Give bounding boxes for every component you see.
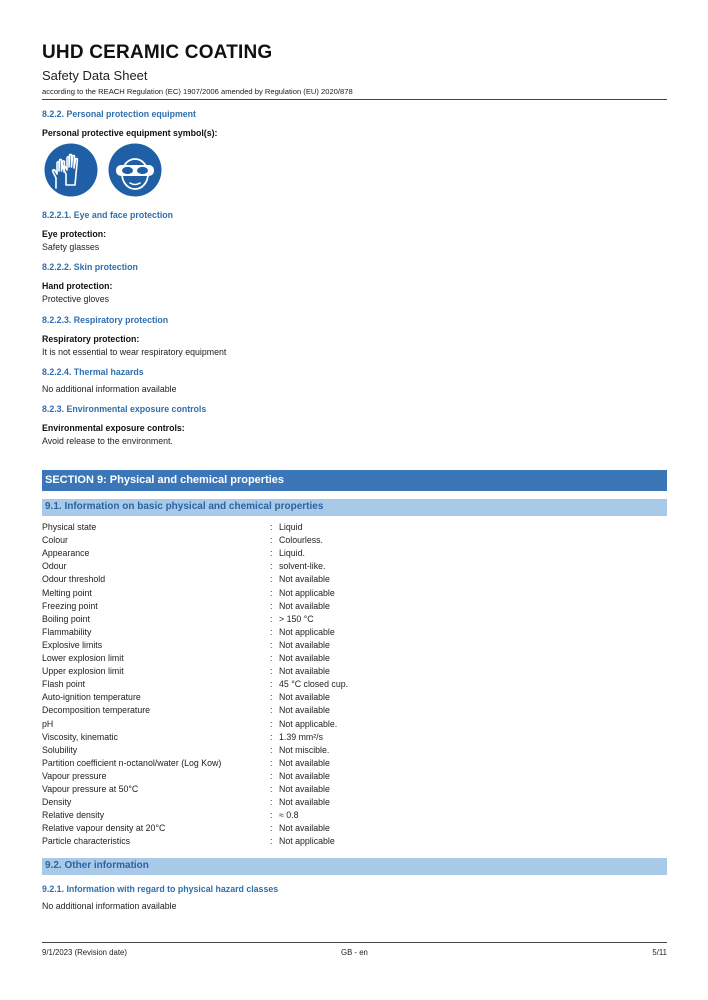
property-name: Vapour pressure <box>42 770 107 781</box>
ppe-symbols-label: Personal protective equipment symbol(s): <box>42 128 218 138</box>
regulation-note: according to the REACH Regulation (EC) 1907/2006 amended by Regulation (EU) 2020/878 <box>42 87 353 96</box>
revision-date: 9/1/2023 (Revision date) <box>42 948 127 957</box>
property-value: Not available <box>279 639 330 650</box>
property-value: Not available <box>279 653 330 663</box>
document-subtitle: Safety Data Sheet <box>42 68 148 83</box>
property-name: Freezing point <box>42 600 98 611</box>
property-row <box>42 745 667 758</box>
property-value: Not available <box>279 797 330 808</box>
document-title: UHD CERAMIC COATING <box>42 42 273 63</box>
property-separator: : <box>270 587 273 598</box>
property-row <box>42 574 667 587</box>
property-value: Not available <box>279 600 330 611</box>
property-row <box>42 561 667 574</box>
property-separator: : <box>270 679 273 690</box>
property-separator: : <box>270 666 273 677</box>
property-row <box>42 653 667 666</box>
footer-divider <box>42 942 667 943</box>
property-row <box>42 627 667 640</box>
property-value: Not applicable <box>279 626 335 637</box>
property-value: Not available <box>279 666 330 677</box>
property-value: 1.39 mm²/s <box>279 731 323 742</box>
subsection-9-2-header <box>42 858 667 875</box>
property-name: Partition coefficient n-octanol/water (Log Kow) <box>42 757 222 768</box>
property-separator: : <box>270 548 273 559</box>
property-value: Not available <box>279 705 330 716</box>
property-name: Vapour pressure at 50°C <box>42 784 139 794</box>
thermal-hazards-value: No additional information available <box>42 384 177 394</box>
respiratory-protection-label: Respiratory protection: <box>42 334 140 344</box>
property-value: > 150 °C <box>279 613 314 624</box>
heading-respiratory-protection: 8.2.2.3. Respiratory protection <box>42 315 169 325</box>
property-row <box>42 758 667 771</box>
section-9-header <box>42 470 667 491</box>
property-name: Explosive limits <box>42 639 103 650</box>
property-name: Boiling point <box>42 613 90 624</box>
property-separator: : <box>270 705 273 716</box>
property-row <box>42 784 667 797</box>
property-value: Not available <box>279 692 330 703</box>
property-separator: : <box>270 535 273 546</box>
property-separator: : <box>270 836 273 847</box>
property-separator: : <box>270 613 273 624</box>
property-separator: : <box>270 600 273 611</box>
property-name: pH <box>42 718 54 729</box>
property-name: Appearance <box>42 548 90 559</box>
property-name: Density <box>42 797 72 808</box>
property-row <box>42 836 667 849</box>
property-row <box>42 679 667 692</box>
property-value: Not available <box>279 574 330 585</box>
environmental-controls-value: Avoid release to the environment. <box>42 436 173 446</box>
property-value: 45 °C closed cup. <box>279 679 349 690</box>
property-name: Flammability <box>42 626 92 637</box>
property-row <box>42 522 667 535</box>
property-value: Not miscible. <box>279 744 330 755</box>
page-number: 5/11 <box>652 948 667 957</box>
property-value: Not applicable <box>279 587 335 598</box>
property-name: Decomposition temperature <box>42 705 151 716</box>
property-row <box>42 614 667 627</box>
property-row <box>42 548 667 561</box>
physical-hazard-info-value: No additional information available <box>42 901 177 911</box>
property-row <box>42 692 667 705</box>
property-separator: : <box>270 522 273 532</box>
property-value: Liquid <box>279 522 303 532</box>
property-row <box>42 640 667 653</box>
property-name: Physical state <box>42 522 97 532</box>
property-value: ≈ 0.8 <box>279 810 299 821</box>
heading-physical-hazard-info: 9.2.1. Information with regard to physical hazard classes <box>42 884 279 894</box>
property-value: Not available <box>279 757 330 768</box>
language-code: GB - en <box>341 948 368 957</box>
hand-protection-value: Protective gloves <box>42 294 109 304</box>
subsection-9-1-header <box>42 499 667 516</box>
property-separator: : <box>270 770 273 781</box>
property-row <box>42 535 667 548</box>
property-row <box>42 588 667 601</box>
property-value: solvent-like. <box>279 561 326 572</box>
property-separator: : <box>270 574 273 585</box>
property-row <box>42 823 667 836</box>
property-separator: : <box>270 784 273 794</box>
property-value: Not available <box>279 784 330 794</box>
heading-eye-protection: 8.2.2.1. Eye and face protection <box>42 210 174 220</box>
property-name: Flash point <box>42 679 86 690</box>
gloves-mandatory-icon <box>42 141 100 199</box>
property-separator: : <box>270 692 273 703</box>
property-name: Auto-ignition temperature <box>42 692 141 703</box>
property-row <box>42 719 667 732</box>
property-value: Not applicable <box>279 836 335 847</box>
hand-protection-label: Hand protection: <box>42 281 113 291</box>
heading-environmental-controls: 8.2.3. Environmental exposure controls <box>42 404 207 414</box>
goggles-mandatory-icon <box>106 141 164 199</box>
property-name: Melting point <box>42 587 92 598</box>
property-row <box>42 732 667 745</box>
property-row <box>42 666 667 679</box>
property-name: Relative density <box>42 810 105 821</box>
property-row <box>42 810 667 823</box>
respiratory-protection-value: It is not essential to wear respiratory equipment <box>42 347 227 357</box>
property-name: Viscosity, kinematic <box>42 731 118 742</box>
property-separator: : <box>270 810 273 821</box>
property-name: Odour threshold <box>42 574 106 585</box>
property-row <box>42 771 667 784</box>
property-separator: : <box>270 731 273 742</box>
property-separator: : <box>270 744 273 755</box>
header-divider <box>42 99 667 100</box>
property-value: Not available <box>279 770 330 781</box>
property-separator: : <box>270 561 273 572</box>
property-separator: : <box>270 757 273 768</box>
property-separator: : <box>270 639 273 650</box>
subsection-9-1-title: 9.1. Information on basic physical and chemical properties <box>45 501 324 512</box>
property-name: Colour <box>42 535 68 546</box>
property-value: Not applicable. <box>279 718 338 729</box>
heading-skin-protection: 8.2.2.2. Skin protection <box>42 262 138 272</box>
property-name: Solubility <box>42 744 78 755</box>
property-separator: : <box>270 718 273 729</box>
property-value: Not available <box>279 823 330 834</box>
property-name: Lower explosion limit <box>42 653 124 663</box>
property-name: Particle characteristics <box>42 836 130 847</box>
subsection-9-2-title: 9.2. Other information <box>45 860 149 871</box>
property-separator: : <box>270 823 273 834</box>
property-separator: : <box>270 653 273 663</box>
property-separator: : <box>270 626 273 637</box>
property-row <box>42 601 667 614</box>
property-value: Liquid. <box>279 548 305 559</box>
property-name: Upper explosion limit <box>42 666 124 677</box>
eye-protection-value: Safety glasses <box>42 242 100 252</box>
property-separator: : <box>270 797 273 808</box>
property-name: Relative vapour density at 20°C <box>42 823 166 834</box>
heading-thermal-hazards: 8.2.2.4. Thermal hazards <box>42 367 144 377</box>
environmental-controls-label: Environmental exposure controls: <box>42 423 185 433</box>
eye-protection-label: Eye protection: <box>42 229 107 239</box>
property-value: Colourless. <box>279 535 324 546</box>
property-name: Odour <box>42 561 67 572</box>
property-row <box>42 705 667 718</box>
heading-personal-protection: 8.2.2. Personal protection equipment <box>42 109 196 119</box>
property-row <box>42 797 667 810</box>
section-9-title: SECTION 9: Physical and chemical properties <box>45 474 285 486</box>
